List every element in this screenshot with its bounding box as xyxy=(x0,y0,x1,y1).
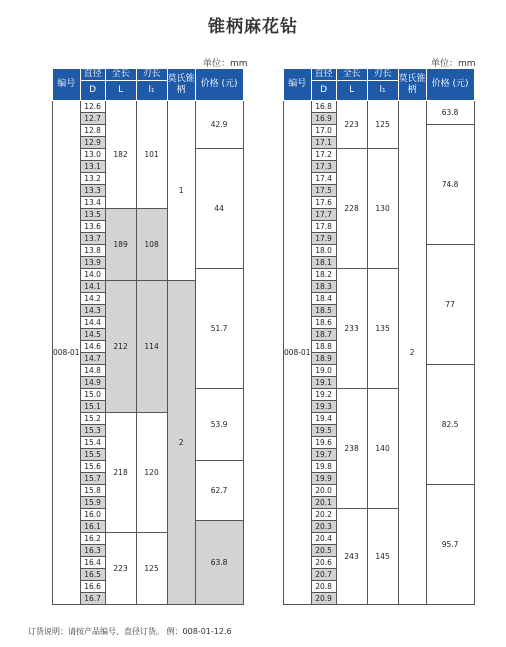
diameter-cell: 18.5 xyxy=(311,305,336,317)
header-diameter-symbol: D xyxy=(311,81,336,101)
flute-length-cell: 108 xyxy=(136,209,167,281)
flute-length-cell: 114 xyxy=(136,281,167,413)
table-row xyxy=(53,101,244,113)
diameter-cell: 18.0 xyxy=(311,245,336,257)
morse-taper-cell: 1 xyxy=(167,101,195,281)
price-cell: 44 xyxy=(195,149,243,269)
diameter-cell: 19.6 xyxy=(311,437,336,449)
diameter-cell: 16.2 xyxy=(80,533,105,545)
header-flute-length: 刃长 xyxy=(136,69,167,81)
diameter-cell: 19.9 xyxy=(311,473,336,485)
price-cell: 53.9 xyxy=(195,389,243,461)
drill-spec-table-right xyxy=(283,68,475,605)
header-flute-length: 刃长 xyxy=(367,69,398,81)
diameter-cell: 15.2 xyxy=(80,413,105,425)
flute-length-cell: 130 xyxy=(367,149,398,269)
diameter-cell: 18.8 xyxy=(311,341,336,353)
diameter-cell: 13.6 xyxy=(80,221,105,233)
diameter-cell: 14.8 xyxy=(80,365,105,377)
diameter-cell: 20.8 xyxy=(311,581,336,593)
diameter-cell: 17.7 xyxy=(311,209,336,221)
diameter-cell: 13.5 xyxy=(80,209,105,221)
diameter-cell: 18.1 xyxy=(311,257,336,269)
header-flute-symbol: l₁ xyxy=(367,81,398,101)
flute-length-cell: 140 xyxy=(367,389,398,509)
diameter-cell: 20.2 xyxy=(311,509,336,521)
diameter-cell: 19.5 xyxy=(311,425,336,437)
diameter-cell: 20.3 xyxy=(311,521,336,533)
page-title: 锥柄麻花钻 xyxy=(208,17,298,37)
diameter-cell: 16.9 xyxy=(311,113,336,125)
diameter-cell: 15.7 xyxy=(80,473,105,485)
header-total-symbol: L xyxy=(336,81,367,101)
diameter-cell: 17.5 xyxy=(311,185,336,197)
diameter-cell: 20.0 xyxy=(311,485,336,497)
diameter-cell: 13.4 xyxy=(80,197,105,209)
flute-length-cell: 101 xyxy=(136,101,167,209)
diameter-cell: 20.7 xyxy=(311,569,336,581)
unit-label-left: 单位：mm xyxy=(203,59,248,69)
diameter-cell: 19.1 xyxy=(311,377,336,389)
diameter-cell: 18.3 xyxy=(311,281,336,293)
total-length-cell: 212 xyxy=(105,281,136,413)
diameter-cell: 20.1 xyxy=(311,497,336,509)
total-length-cell: 218 xyxy=(105,413,136,533)
flute-length-cell: 125 xyxy=(367,101,398,149)
total-length-cell: 228 xyxy=(336,149,367,269)
diameter-cell: 14.5 xyxy=(80,329,105,341)
diameter-cell: 17.1 xyxy=(311,137,336,149)
total-length-cell: 243 xyxy=(336,509,367,605)
header-total-length: 全长 xyxy=(336,69,367,81)
diameter-cell: 15.5 xyxy=(80,449,105,461)
header-code: 编号 xyxy=(284,69,312,101)
morse-taper-cell: 2 xyxy=(398,101,426,605)
diameter-cell: 15.4 xyxy=(80,437,105,449)
diameter-cell: 13.7 xyxy=(80,233,105,245)
flute-length-cell: 145 xyxy=(367,509,398,605)
diameter-cell: 15.0 xyxy=(80,389,105,401)
diameter-cell: 15.9 xyxy=(80,497,105,509)
diameter-cell: 15.1 xyxy=(80,401,105,413)
diameter-cell: 17.8 xyxy=(311,221,336,233)
diameter-cell: 15.6 xyxy=(80,461,105,473)
diameter-cell: 16.5 xyxy=(80,569,105,581)
diameter-cell: 18.2 xyxy=(311,269,336,281)
header-flute-symbol: l₁ xyxy=(136,81,167,101)
diameter-cell: 19.0 xyxy=(311,365,336,377)
diameter-cell: 16.4 xyxy=(80,557,105,569)
price-cell: 42.9 xyxy=(195,101,243,149)
diameter-cell: 14.0 xyxy=(80,269,105,281)
unit-label-right: 单位：mm xyxy=(431,59,476,69)
flute-length-cell: 120 xyxy=(136,413,167,533)
flute-length-cell: 135 xyxy=(367,269,398,389)
product-code-cell: 008-01 xyxy=(53,101,81,605)
diameter-cell: 16.1 xyxy=(80,521,105,533)
header-diameter-symbol: D xyxy=(80,81,105,101)
flute-length-cell: 125 xyxy=(136,533,167,605)
diameter-cell: 19.3 xyxy=(311,401,336,413)
header-price: 价格 (元) xyxy=(426,69,474,101)
diameter-cell: 13.1 xyxy=(80,161,105,173)
price-cell: 63.8 xyxy=(195,521,243,605)
product-code-cell: 008-01 xyxy=(284,101,312,605)
total-length-cell: 233 xyxy=(336,269,367,389)
diameter-cell: 14.7 xyxy=(80,353,105,365)
diameter-cell: 16.0 xyxy=(80,509,105,521)
diameter-cell: 17.3 xyxy=(311,161,336,173)
diameter-cell: 20.5 xyxy=(311,545,336,557)
diameter-cell: 19.7 xyxy=(311,449,336,461)
diameter-cell: 13.3 xyxy=(80,185,105,197)
price-cell: 82.5 xyxy=(426,365,474,485)
header-morse-taper: 莫氏锥柄 xyxy=(167,69,195,101)
morse-taper-cell: 2 xyxy=(167,281,195,605)
total-length-cell: 182 xyxy=(105,101,136,209)
diameter-cell: 18.6 xyxy=(311,317,336,329)
diameter-cell: 12.9 xyxy=(80,137,105,149)
header-code: 编号 xyxy=(53,69,81,101)
price-cell: 77 xyxy=(426,245,474,365)
header-total-symbol: L xyxy=(105,81,136,101)
diameter-cell: 14.4 xyxy=(80,317,105,329)
diameter-cell: 17.6 xyxy=(311,197,336,209)
total-length-cell: 189 xyxy=(105,209,136,281)
diameter-cell: 12.6 xyxy=(80,101,105,113)
diameter-cell: 14.1 xyxy=(80,281,105,293)
price-cell: 63.8 xyxy=(426,101,474,125)
diameter-cell: 13.9 xyxy=(80,257,105,269)
diameter-cell: 16.7 xyxy=(80,593,105,605)
diameter-cell: 16.6 xyxy=(80,581,105,593)
header-diameter: 直径 xyxy=(311,69,336,81)
header-morse-taper: 莫氏锥柄 xyxy=(398,69,426,101)
order-note: 订货说明：请按产品编号、直径订货。 例：008-01-12.6 xyxy=(28,627,232,636)
diameter-cell: 20.6 xyxy=(311,557,336,569)
diameter-cell: 16.8 xyxy=(311,101,336,113)
total-length-cell: 223 xyxy=(336,101,367,149)
diameter-cell: 15.3 xyxy=(80,425,105,437)
diameter-cell: 15.8 xyxy=(80,485,105,497)
diameter-cell: 14.6 xyxy=(80,341,105,353)
diameter-cell: 19.8 xyxy=(311,461,336,473)
price-cell: 51.7 xyxy=(195,269,243,389)
diameter-cell: 20.9 xyxy=(311,593,336,605)
diameter-cell: 14.9 xyxy=(80,377,105,389)
diameter-cell: 17.2 xyxy=(311,149,336,161)
diameter-cell: 13.2 xyxy=(80,173,105,185)
diameter-cell: 20.4 xyxy=(311,533,336,545)
diameter-cell: 14.3 xyxy=(80,305,105,317)
price-cell: 62.7 xyxy=(195,461,243,521)
diameter-cell: 13.0 xyxy=(80,149,105,161)
drill-spec-table-left xyxy=(52,68,244,605)
header-price: 价格 (元) xyxy=(195,69,243,101)
diameter-cell: 12.7 xyxy=(80,113,105,125)
diameter-cell: 14.2 xyxy=(80,293,105,305)
price-cell: 95.7 xyxy=(426,485,474,605)
diameter-cell: 18.7 xyxy=(311,329,336,341)
diameter-cell: 12.8 xyxy=(80,125,105,137)
diameter-cell: 16.3 xyxy=(80,545,105,557)
diameter-cell: 18.9 xyxy=(311,353,336,365)
header-total-length: 全长 xyxy=(105,69,136,81)
diameter-cell: 17.9 xyxy=(311,233,336,245)
diameter-cell: 17.4 xyxy=(311,173,336,185)
diameter-cell: 17.0 xyxy=(311,125,336,137)
diameter-cell: 19.2 xyxy=(311,389,336,401)
header-diameter: 直径 xyxy=(80,69,105,81)
diameter-cell: 13.8 xyxy=(80,245,105,257)
diameter-cell: 19.4 xyxy=(311,413,336,425)
total-length-cell: 223 xyxy=(105,533,136,605)
price-cell: 74.8 xyxy=(426,125,474,245)
total-length-cell: 238 xyxy=(336,389,367,509)
table-row xyxy=(284,101,475,113)
diameter-cell: 18.4 xyxy=(311,293,336,305)
